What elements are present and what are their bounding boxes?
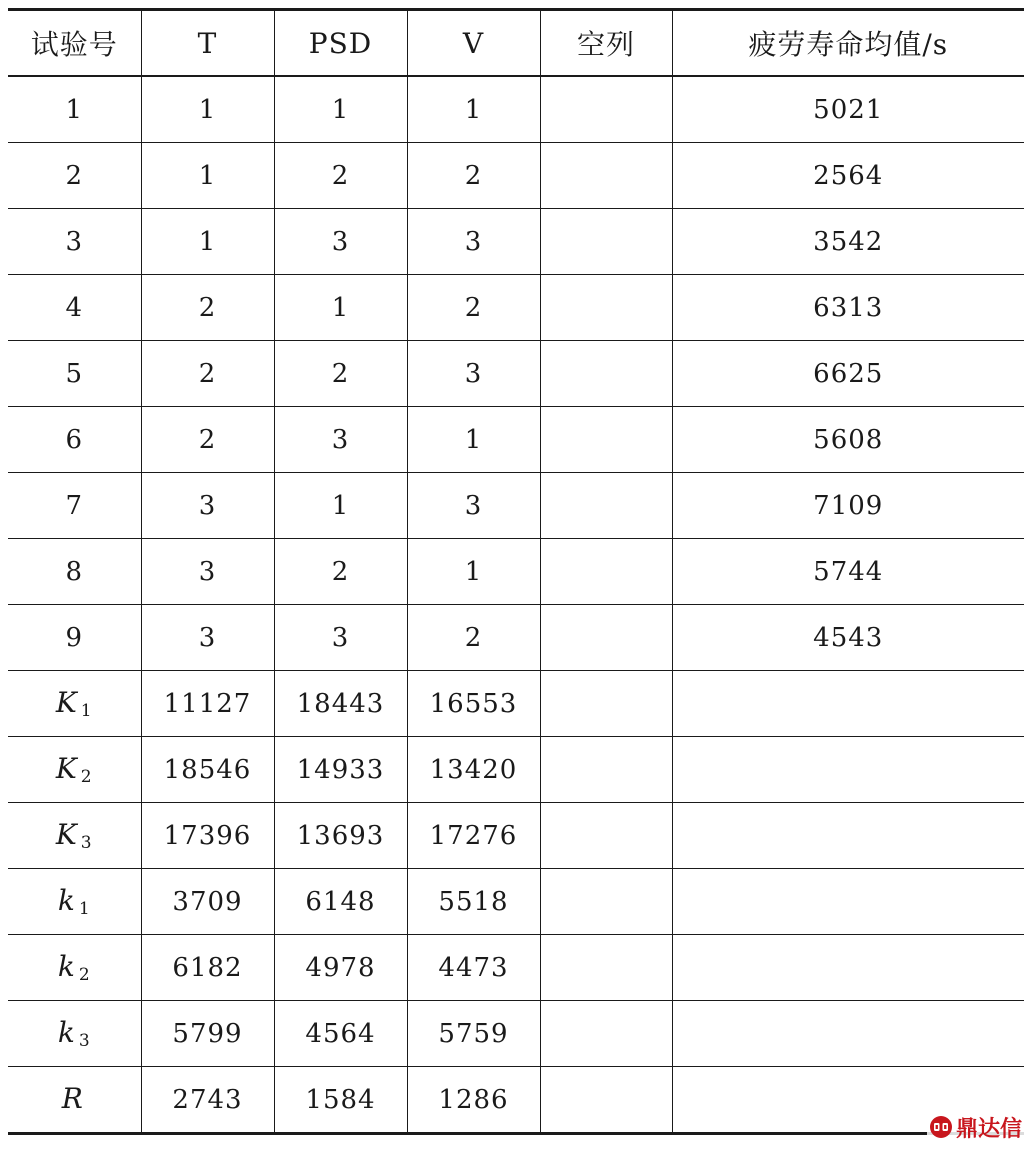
- table-cell: 1: [274, 473, 407, 539]
- stat-value-cell: 5759: [407, 1001, 540, 1067]
- table-cell: 3: [407, 473, 540, 539]
- table-cell: 2: [274, 143, 407, 209]
- table-cell: 2: [141, 407, 274, 473]
- table-row: [8, 605, 1024, 671]
- table-cell: 2: [141, 341, 274, 407]
- table-cell: 1: [141, 209, 274, 275]
- empty-cell: [672, 671, 1024, 737]
- table-cell: 2564: [672, 143, 1024, 209]
- table-cell: 2: [8, 143, 141, 209]
- table-cell: 7109: [672, 473, 1024, 539]
- table-cell: [540, 76, 672, 143]
- table-cell: [540, 605, 672, 671]
- stat-value-cell: 11127: [141, 671, 274, 737]
- table-cell: 1: [8, 76, 141, 143]
- stat-subscript: 1: [78, 899, 91, 919]
- watermark-text: 鼎达信: [955, 1116, 1022, 1142]
- table-cell: 3542: [672, 209, 1024, 275]
- table-cell: 2: [407, 275, 540, 341]
- stat-value-cell: 13420: [407, 737, 540, 803]
- header-trial-number: 试验号: [8, 10, 141, 77]
- stat-label-cell: [8, 671, 141, 737]
- table-cell: 7: [8, 473, 141, 539]
- table-cell: 3: [274, 407, 407, 473]
- empty-cell: [540, 869, 672, 935]
- stat-symbol: k: [57, 884, 76, 917]
- header-psd: PSD: [274, 10, 407, 77]
- stat-value-cell: 3709: [141, 869, 274, 935]
- table-row: [8, 275, 1024, 341]
- table-cell: 4: [8, 275, 141, 341]
- empty-cell: [540, 671, 672, 737]
- watermark: [927, 1112, 1024, 1142]
- table-cell: 1: [407, 76, 540, 143]
- stat-value-cell: 18443: [274, 671, 407, 737]
- stat-value-cell: 4564: [274, 1001, 407, 1067]
- table-cell: 4543: [672, 605, 1024, 671]
- stat-subscript: 3: [80, 833, 93, 853]
- table-cell: 6313: [672, 275, 1024, 341]
- table-cell: 3: [8, 209, 141, 275]
- empty-cell: [672, 1001, 1024, 1067]
- empty-cell: [540, 1001, 672, 1067]
- stat-subscript: 3: [78, 1031, 91, 1051]
- table-cell: 6: [8, 407, 141, 473]
- table-cell: 1: [274, 275, 407, 341]
- table-cell: 1: [274, 76, 407, 143]
- table-cell: [540, 539, 672, 605]
- empty-cell: [672, 803, 1024, 869]
- table-cell: [540, 407, 672, 473]
- table-row: [8, 143, 1024, 209]
- table-cell: 2: [141, 275, 274, 341]
- stat-value-cell: 6148: [274, 869, 407, 935]
- stat-label-cell: [8, 737, 141, 803]
- table-cell: 3: [407, 209, 540, 275]
- header-row: [8, 10, 1024, 77]
- table-cell: [540, 209, 672, 275]
- stat-row: [8, 803, 1024, 869]
- stat-row: [8, 671, 1024, 737]
- table-cell: 2: [407, 143, 540, 209]
- empty-cell: [540, 737, 672, 803]
- table-cell: 5021: [672, 76, 1024, 143]
- empty-cell: [540, 1067, 672, 1134]
- stat-row: [8, 1067, 1024, 1134]
- brand-logo-icon: [929, 1115, 953, 1139]
- stat-symbol: k: [57, 1016, 76, 1049]
- table-cell: 8: [8, 539, 141, 605]
- stat-label-cell: [8, 1067, 141, 1134]
- stat-symbol: K: [55, 752, 78, 785]
- stat-row: [8, 935, 1024, 1001]
- table-cell: 3: [141, 605, 274, 671]
- table-cell: [540, 473, 672, 539]
- table-cell: 3: [274, 209, 407, 275]
- table-cell: 1: [407, 539, 540, 605]
- header-t: T: [141, 10, 274, 77]
- stat-value-cell: 17276: [407, 803, 540, 869]
- table-cell: 1: [407, 407, 540, 473]
- empty-cell: [672, 935, 1024, 1001]
- empty-cell: [672, 737, 1024, 803]
- stat-value-cell: 5518: [407, 869, 540, 935]
- table-cell: [540, 275, 672, 341]
- table-row: [8, 407, 1024, 473]
- stat-label-cell: [8, 935, 141, 1001]
- stat-value-cell: 14933: [274, 737, 407, 803]
- stat-subscript: 2: [78, 965, 91, 985]
- empty-cell: [540, 803, 672, 869]
- table-row: [8, 473, 1024, 539]
- table-row: [8, 341, 1024, 407]
- table-cell: 5: [8, 341, 141, 407]
- table-row: [8, 209, 1024, 275]
- stat-value-cell: 16553: [407, 671, 540, 737]
- table-cell: 9: [8, 605, 141, 671]
- stat-value-cell: 5799: [141, 1001, 274, 1067]
- empty-cell: [540, 935, 672, 1001]
- table-cell: 1: [141, 143, 274, 209]
- stat-value-cell: 17396: [141, 803, 274, 869]
- stat-row: [8, 1001, 1024, 1067]
- orthogonal-test-table-container: [8, 8, 1024, 1135]
- stat-value-cell: 2743: [141, 1067, 274, 1134]
- stat-value-cell: 13693: [274, 803, 407, 869]
- stat-symbol: K: [55, 818, 78, 851]
- stat-subscript: 2: [80, 767, 93, 787]
- stat-label-cell: [8, 803, 141, 869]
- stat-label-cell: [8, 869, 141, 935]
- table-cell: 3: [141, 539, 274, 605]
- stat-symbol: K: [55, 686, 78, 719]
- table-cell: 3: [274, 605, 407, 671]
- stat-value-cell: 1286: [407, 1067, 540, 1134]
- stat-subscript: 1: [80, 701, 93, 721]
- table-cell: 2: [407, 605, 540, 671]
- stat-symbol: k: [57, 950, 76, 983]
- stat-value-cell: 4473: [407, 935, 540, 1001]
- header-fatigue-life-mean: 疲劳寿命均值/s: [672, 10, 1024, 77]
- empty-cell: [672, 869, 1024, 935]
- stat-value-cell: 18546: [141, 737, 274, 803]
- table-cell: [540, 341, 672, 407]
- table-cell: 2: [274, 341, 407, 407]
- stat-label-cell: [8, 1001, 141, 1067]
- table-cell: 5608: [672, 407, 1024, 473]
- orthogonal-test-table: [8, 8, 1024, 1135]
- table-cell: 3: [407, 341, 540, 407]
- stat-value-cell: 1584: [274, 1067, 407, 1134]
- table-cell: 6625: [672, 341, 1024, 407]
- table-cell: [540, 143, 672, 209]
- table-cell: 1: [141, 76, 274, 143]
- table-cell: 2: [274, 539, 407, 605]
- stat-value-cell: 4978: [274, 935, 407, 1001]
- table-row: [8, 539, 1024, 605]
- table-cell: 5744: [672, 539, 1024, 605]
- table-cell: 3: [141, 473, 274, 539]
- table-body: [8, 76, 1024, 1134]
- stat-symbol: R: [61, 1082, 84, 1115]
- stat-row: [8, 737, 1024, 803]
- header-empty-column: 空列: [540, 10, 672, 77]
- table-row: [8, 76, 1024, 143]
- header-v: V: [407, 10, 540, 77]
- stat-value-cell: 6182: [141, 935, 274, 1001]
- stat-row: [8, 869, 1024, 935]
